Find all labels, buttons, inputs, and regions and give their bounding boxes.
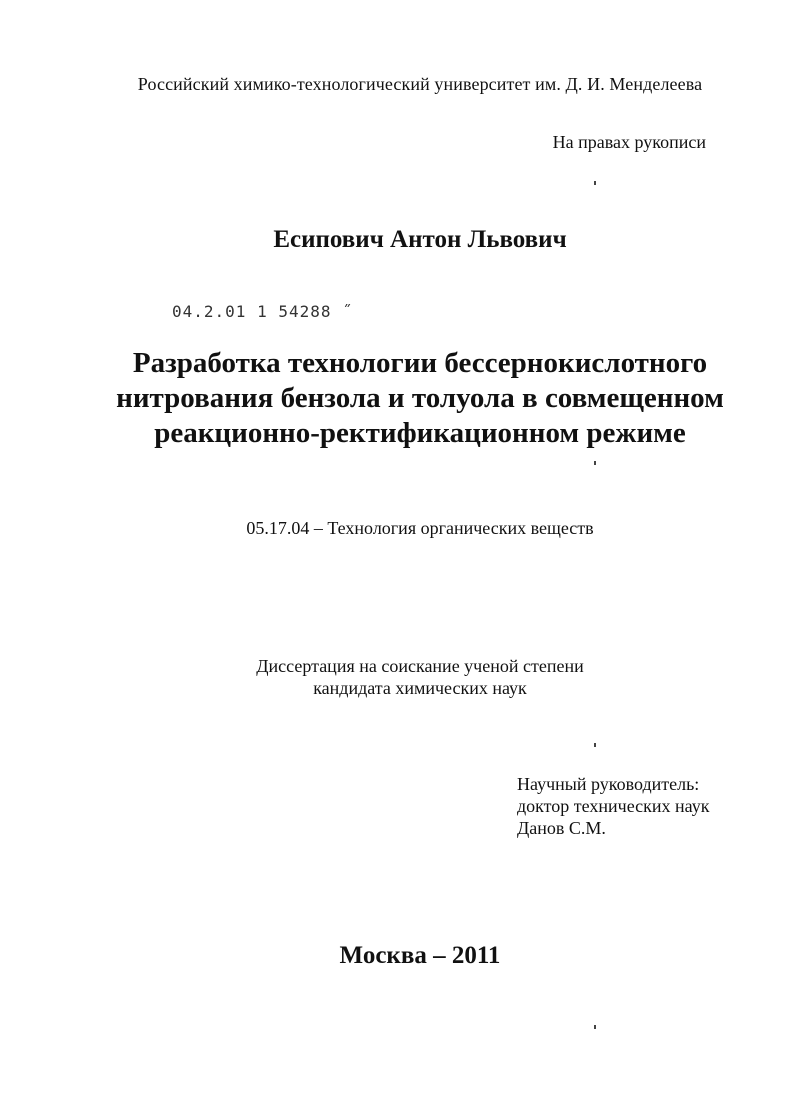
degree-line: кандидата химических наук (313, 678, 527, 698)
advisor-degree: доктор технических наук (517, 796, 710, 816)
title-line: Разработка технологии бессернокислотного (132, 347, 708, 379)
scientific-advisor (517, 773, 710, 839)
advisor-name: Данов С.М. (517, 818, 606, 838)
university-name: Российский химико-технологический университет им. Д. И. Менделеева (137, 74, 703, 94)
scan-mark (594, 1025, 596, 1029)
rights-notice: На правах рукописи (552, 132, 706, 152)
degree-statement (0, 655, 793, 699)
scan-mark (594, 743, 596, 747)
title-line: реакционно-ректификационном режиме (154, 417, 686, 449)
author-name: Есипович Антон Львович (273, 226, 567, 253)
dissertation-title (0, 346, 793, 451)
city-year: Москва – 2011 (339, 942, 501, 969)
registration-stamp: 04.2.01 1 54288 ˝ (172, 302, 353, 321)
title-line: нитрования бензола и толуола в совмещенном (116, 382, 724, 414)
specialty-code: 05.17.04 – Технология органических веществ (246, 518, 594, 538)
scan-mark (594, 181, 596, 185)
scan-mark (594, 461, 596, 465)
advisor-label: Научный руководитель: (517, 774, 700, 794)
degree-line: Диссертация на соискание ученой степени (256, 656, 584, 676)
